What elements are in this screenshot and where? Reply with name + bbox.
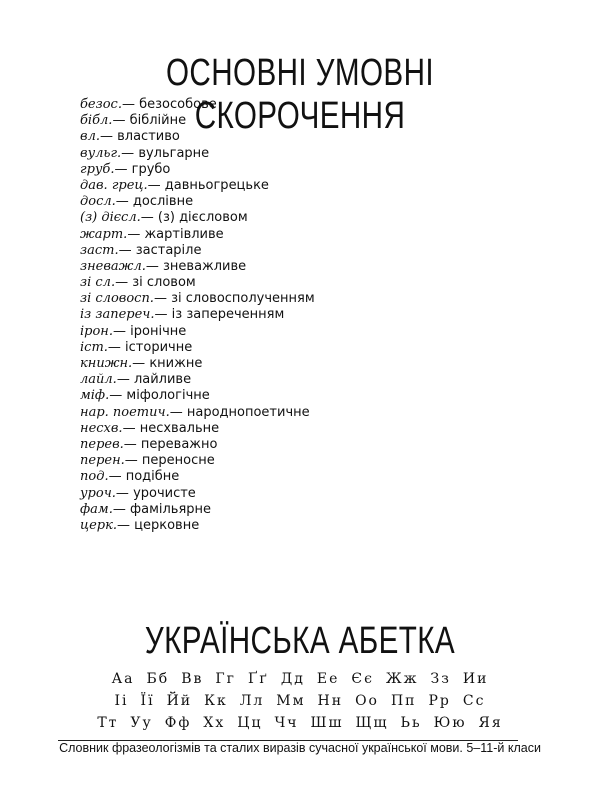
abbreviation-dash: — — [169, 404, 187, 420]
abbreviation-dash: — — [145, 258, 163, 274]
alphabet-row — [0, 668, 600, 690]
abbreviations-heading: ОСНОВНІ УМОВНІ СКОРОЧЕННЯ — [165, 52, 435, 137]
abbreviation-term: зі сл. — [80, 275, 116, 291]
alphabet-row — [0, 712, 600, 734]
abbreviation-entry — [80, 356, 560, 372]
abbreviation-term: (з) дієсл. — [80, 210, 141, 226]
abbreviation-entry — [80, 372, 560, 388]
letter-pair: Мм — [276, 693, 306, 709]
letter-pair: Цц — [237, 715, 263, 731]
letter-pair: Тт — [97, 715, 119, 731]
abbreviation-entry — [80, 97, 560, 113]
abbreviation-entry — [80, 291, 560, 307]
abbreviation-meaning: жартівливе — [144, 226, 224, 242]
abbreviation-entry — [80, 437, 560, 453]
letter-pair: Ее — [316, 671, 340, 687]
abbreviation-entry — [80, 113, 560, 129]
abbreviation-term: уроч. — [80, 485, 116, 501]
abbreviation-term: несхв. — [80, 420, 123, 436]
abbreviation-dash: — — [109, 388, 127, 404]
abbreviation-term: вл. — [80, 129, 100, 145]
abbreviation-dash: — — [118, 242, 136, 258]
abbreviation-term: книжн. — [80, 356, 133, 371]
letter-pair: Щщ — [355, 715, 389, 731]
abbreviation-term: церк. — [80, 517, 117, 533]
abbreviation-dash: — — [122, 420, 140, 436]
abbreviation-entry — [80, 518, 560, 534]
letter-pair: Єє — [351, 671, 374, 687]
abbreviation-meaning: вульгарне — [138, 145, 210, 161]
abbreviation-entry — [80, 243, 560, 259]
abbreviation-dash: — — [107, 339, 126, 355]
abbreviations-list — [80, 97, 560, 534]
abbreviation-meaning: дослівне — [132, 194, 194, 210]
abbreviation-term: безос. — [80, 97, 122, 112]
abbreviation-entry — [80, 194, 560, 210]
letter-pair: Гг — [215, 671, 237, 687]
letter-pair: Чч — [274, 715, 299, 731]
abbreviation-entry — [80, 259, 560, 275]
abbreviation-meaning: грубо — [131, 161, 171, 177]
abbreviation-dash: — — [115, 485, 134, 501]
abbreviation-entry — [80, 324, 560, 340]
alphabet-heading: УКРАЇНСЬКА АБЕТКА — [144, 620, 456, 662]
abbreviation-term: перен. — [80, 453, 125, 469]
abbreviation-dash: — — [113, 323, 131, 339]
abbreviation-meaning: лайливе — [133, 372, 192, 388]
abbreviation-meaning: переносне — [141, 453, 215, 469]
abbreviation-term: зневажл. — [80, 258, 146, 274]
letter-pair: Шш — [310, 715, 344, 731]
letter-pair: Жж — [385, 671, 419, 687]
abbreviation-term: фам. — [80, 501, 113, 517]
letter-pair: Юю — [433, 715, 467, 731]
letter-pair: Ии — [462, 671, 489, 687]
letter-pair: Іі — [114, 693, 129, 709]
letter-pair: Рр — [428, 693, 451, 709]
letter-pair: Нн — [317, 693, 344, 709]
abbreviation-term: груб. — [80, 161, 115, 177]
abbreviation-dash: — — [132, 356, 150, 371]
abbreviation-term: под. — [80, 469, 109, 485]
abbreviation-meaning: урочисте — [133, 485, 196, 501]
abbreviation-term: із запереч. — [80, 307, 155, 323]
abbreviation-meaning: міфологічне — [126, 388, 210, 404]
letter-pair: Уу — [130, 715, 153, 731]
abbreviation-entry — [80, 162, 560, 178]
abbreviation-dash: — — [147, 177, 165, 193]
abbreviation-dash: — — [121, 145, 139, 161]
abbreviation-meaning: біблійне — [129, 113, 187, 129]
abbreviation-dash: — — [116, 517, 135, 533]
abbreviation-dash: — — [114, 161, 132, 177]
abbreviation-dash: — — [112, 113, 130, 129]
abbreviation-meaning: властиво — [117, 129, 180, 145]
abbreviation-meaning: народнопоетичне — [186, 404, 310, 420]
abbreviation-term: перев. — [80, 436, 124, 452]
abbreviation-entry — [80, 227, 560, 243]
abbreviation-meaning: несхвальне — [139, 420, 220, 436]
abbreviation-meaning: давньогрецьке — [164, 177, 269, 193]
abbreviation-dash: — — [115, 275, 133, 291]
abbreviation-meaning: (з) дієсловом — [157, 210, 248, 226]
abbreviation-meaning: із запереченням — [171, 307, 285, 323]
letter-pair: Хх — [203, 715, 226, 731]
abbreviation-term: дав. грец. — [80, 177, 148, 193]
abbreviation-term: бібл. — [80, 113, 113, 129]
abbreviation-meaning: історичне — [125, 339, 193, 355]
abbreviation-dash: — — [116, 372, 134, 388]
letter-pair: Ьь — [400, 715, 422, 731]
alphabet-table — [0, 668, 600, 734]
abbreviation-entry — [80, 275, 560, 291]
abbreviation-meaning: подібне — [125, 469, 180, 485]
abbreviation-entry — [80, 453, 560, 469]
abbreviation-meaning: книжне — [149, 356, 203, 371]
abbreviation-entry — [80, 129, 560, 145]
abbreviation-term: заст. — [80, 242, 119, 258]
abbreviation-term: міф. — [80, 388, 110, 404]
abbreviation-term: вульг. — [80, 145, 122, 161]
abbreviation-meaning: фамільярне — [129, 501, 212, 517]
letter-pair: Дд — [280, 671, 305, 687]
abbreviation-entry — [80, 340, 560, 356]
abbreviation-term: досл. — [80, 194, 116, 210]
abbreviation-entry — [80, 146, 560, 162]
abbreviation-term: ірон. — [80, 323, 114, 339]
abbreviation-dash: — — [153, 291, 172, 307]
abbreviation-dash: — — [123, 436, 141, 452]
abbreviation-term: іст. — [80, 339, 108, 355]
letter-pair: Ґґ — [248, 671, 269, 687]
abbreviation-meaning: церковне — [134, 517, 200, 533]
abbreviation-entry — [80, 421, 560, 437]
abbreviation-entry — [80, 307, 560, 323]
abbreviation-entry — [80, 210, 560, 226]
letter-pair: Сс — [462, 693, 486, 709]
abbreviation-term: нар. поетич. — [80, 404, 170, 420]
abbreviation-dash: — — [140, 210, 158, 226]
abbreviation-meaning: переважно — [140, 436, 218, 452]
abbreviation-term: лайл. — [80, 372, 117, 388]
letter-pair: Йй — [166, 693, 193, 709]
letter-pair: Вв — [181, 671, 204, 687]
letter-pair: Лл — [239, 693, 265, 709]
abbreviation-dash: — — [124, 453, 142, 469]
abbreviation-dash: — — [115, 194, 133, 210]
letter-pair: Її — [140, 693, 155, 709]
abbreviation-entry — [80, 388, 560, 404]
abbreviation-dash: — — [154, 307, 172, 323]
abbreviation-meaning: зі словосполученням — [171, 291, 315, 307]
letter-pair: Зз — [430, 671, 451, 687]
letter-pair: Аа — [111, 671, 135, 687]
abbreviation-meaning: іронічне — [130, 323, 187, 339]
abbreviation-entry — [80, 502, 560, 518]
abbreviation-meaning: безособове — [139, 97, 217, 112]
letter-pair: Оо — [355, 693, 379, 709]
letter-pair: Пп — [390, 693, 417, 709]
alphabet-row — [0, 690, 600, 712]
abbreviation-dash: — — [112, 501, 130, 517]
letter-pair: Бб — [146, 671, 170, 687]
abbreviation-dash: — — [99, 129, 118, 145]
letter-pair: Яя — [478, 715, 503, 731]
abbreviation-meaning: зі словом — [132, 275, 196, 291]
abbreviation-meaning: застаріле — [135, 242, 202, 258]
page-footer: Словник фразеологізмів та сталих виразів сучасної української мови. 5–11-й класи — [59, 741, 541, 755]
abbreviation-dash: — — [108, 469, 126, 485]
abbreviation-dash: — — [127, 226, 145, 242]
abbreviation-term: жарт. — [80, 226, 128, 242]
abbreviation-dash: — — [121, 97, 140, 112]
abbreviation-entry — [80, 486, 560, 502]
abbreviation-entry — [80, 469, 560, 485]
abbreviation-entry — [80, 178, 560, 194]
letter-pair: Фф — [164, 715, 192, 731]
letter-pair: Кк — [204, 693, 228, 709]
abbreviation-entry — [80, 405, 560, 421]
abbreviation-meaning: зневажливе — [163, 258, 247, 274]
abbreviation-term: зі словосп. — [80, 291, 154, 307]
